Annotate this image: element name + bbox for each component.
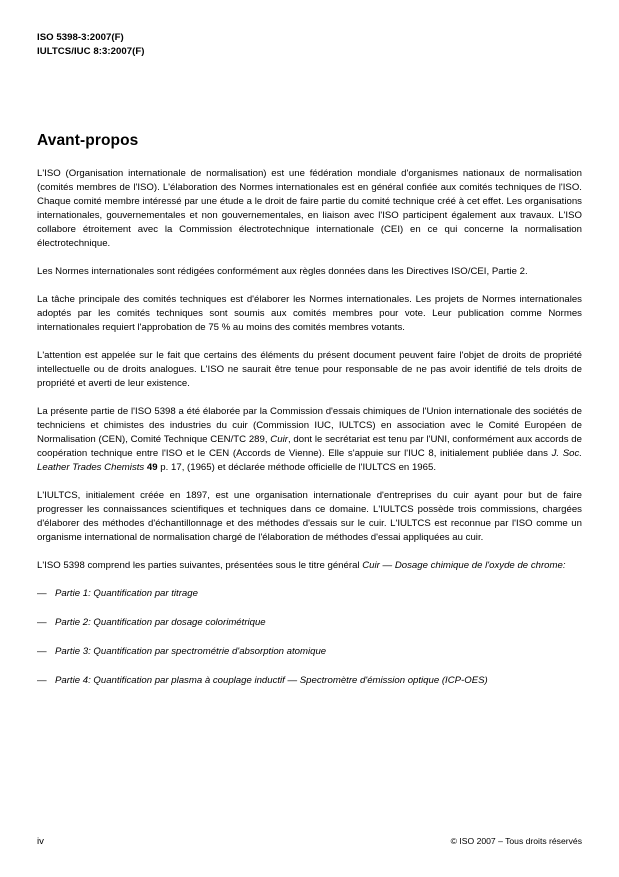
list-item <box>37 645 582 659</box>
committee-origin-text-c: p. 17, (1965) et déclarée méthode officielle de l'IULTCS en 1965. <box>157 462 437 473</box>
paragraph-patent-rights: L'attention est appelée sur le fait que certains des éléments du présent document peuvent faire l'objet de droits de propriété intellectuelle ou de droits analogues. L'ISO ne saurait être tenue pour responsable de ne pas avoir identifié de tels droits de propriété et averti de leur existence. <box>37 350 582 389</box>
list-item <box>37 616 582 630</box>
parts-intro-text: L'ISO 5398 comprend les parties suivantes, présentées sous le titre général <box>37 560 363 571</box>
page-title: Avant-propos <box>37 132 139 149</box>
committee-origin-text-b: , dont le secrétariat est tenu par l'UNI, conformément aux accords de coopération technique entre l'ISO et le CEN (Accords de Vienne). Elle s'appuie sur l'IUC 8, initialement publiée dans <box>37 434 582 459</box>
committee-origin-bold-volume: 49 <box>146 462 158 473</box>
paragraph-directives: Les Normes internationales sont rédigées conformément aux règles données dans les Directives ISO/CEI, Partie 2. <box>37 266 528 277</box>
em-dash-bullet-icon: — <box>37 588 47 599</box>
header-standard-number: ISO 5398-3:2007(F) <box>37 32 124 43</box>
paragraph-iultcs-description: L'IULTCS, initialement créée en 1897, est une organisation internationale d'entreprises du cuir ayant pour but de faire progresser les connaissances scientifiques et techniques dans ce domaine. L'IULTCS possède trois commissions, chargées d'élaborer des méthodes d'échantillonnage et des méthodes d'essais sur le cuir. L'IULTCS est reconnue par l'ISO comme un organisme international de normalisation chargé de l'élaboration de méthodes d'essai appliquées au cuir. <box>37 490 582 543</box>
committee-origin-text-a: La présente partie de l'ISO 5398 a été élaborée par la Commission d'essais chimiques de l'Union internationale des sociétés de techniciens et chimistes des industries du cuir (Commission IUC, IULTCS) en association avec le Comité Européen de Normalisation (CEN), Comité Technique CEN/TC 289, <box>37 406 582 445</box>
em-dash-bullet-icon: — <box>37 646 47 657</box>
list-item <box>37 587 582 601</box>
committee-origin-italic-journal: J. Soc. Leather Trades Chemists <box>37 448 582 473</box>
em-dash-bullet-icon: — <box>37 675 47 686</box>
list-item-label: Partie 2: Quantification par dosage colorimétrique <box>55 617 266 628</box>
em-dash-bullet-icon: — <box>37 617 47 628</box>
running-header <box>37 31 145 58</box>
list-item-label: Partie 4: Quantification par plasma à couplage inductif — Spectromètre d'émission optique (ICP-OES) <box>55 675 488 686</box>
list-item-label: Partie 3: Quantification par spectrométrie d'absorption atomique <box>55 646 327 657</box>
list-item-label: Partie 1: Quantification par titrage <box>55 588 198 599</box>
paragraph-committee-origin <box>37 405 582 475</box>
document-body <box>37 132 582 703</box>
page-footer <box>37 836 582 847</box>
standard-parts-list <box>37 587 582 688</box>
list-item <box>37 674 582 688</box>
parts-intro-italic-general-title: Cuir — Dosage chimique de l'oxyde de chrome: <box>362 560 566 571</box>
paragraph-voting: La tâche principale des comités techniques est d'élaborer les Normes internationales. Les projets de Normes internationales adoptés par les comités techniques sont soumis aux comités membres pour vote. Leur publication comme Normes internationales requiert l'approbation de 75 % au moins des comités membres votants. <box>37 294 582 333</box>
copyright-notice: © ISO 2007 – Tous droits réservés <box>450 836 582 846</box>
committee-origin-italic-cuir: Cuir <box>270 434 288 445</box>
header-iultcs-number: IULTCS/IUC 8:3:2007(F) <box>37 45 145 57</box>
paragraph-iso-intro: L'ISO (Organisation internationale de normalisation) est une fédération mondiale d'organismes nationaux de normalisation (comités membres de l'ISO). L'élaboration des Normes internationales est en général confiée aux comités techniques de l'ISO. Chaque comité membre intéressé par une étude a le droit de faire partie du comité technique créé à cet effet. Les organisations internationales, gouvernementales et non gouvernementales, en liaison avec l'ISO participent également aux travaux. L'ISO collabore étroitement avec la Commission électrotechnique internationale (CEI) en ce qui concerne la normalisation électrotechnique. <box>37 168 582 249</box>
page-number: iv <box>37 836 44 847</box>
paragraph-parts-intro <box>37 559 582 573</box>
